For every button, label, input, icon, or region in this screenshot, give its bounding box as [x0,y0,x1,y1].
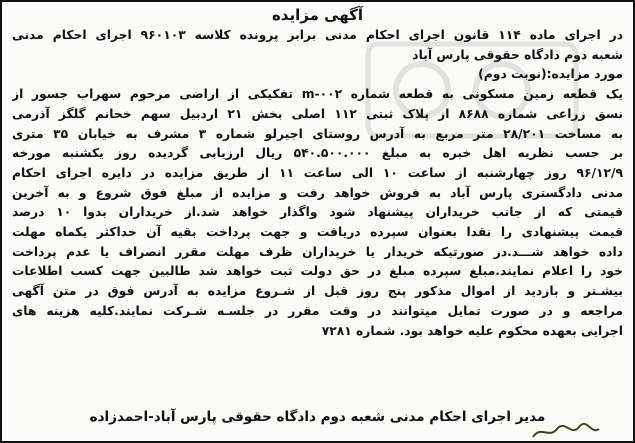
notice-line: ۹۶/۱۲/۹ روز چهارشنبه از ساعت ۱۰ الی ساعت ۱۱ از طریق مزایده در دایره اجرای احکام [12,165,623,180]
notice-line: در اجرای ماده ۱۱۴ قانون اجرای احکام مدنی برابر پرونده کلاسه ۹۶۰۱۰۳ اجرای احکام مدنی [12,28,623,42]
notice-line: به مساحت ۲۸/۲۰۱ متر مربع به آدرس روستای اجیرلو شماره ۳ مشرف به خیابان ۳۵ متری [12,126,623,141]
notice-line: مورد مزایده:(نوبت دوم) [478,67,623,82]
notice-line: مدنی دادگستری پارس آباد به فروش خواهد رفت و مزایده از مبلغ فوق شروع و به آخرین [12,185,623,200]
notice-signatory: مدیر اجرای احکام مدنی شعبه دوم دادگاه حقوقی پارس آباد-احمدزاده [89,409,546,425]
notice-line: مراجعه و در صورت تمایل میتوانند در وقت مقرر در جلسـه شـرکت نمایند.کلیه هزینه های [12,303,623,318]
notice-line: قیمتی که از جانب خریداران پیشنهاد شود واگذار خواهد شد.از خریداران بدوا ۱۰ درصد [12,205,623,220]
signature-mark [531,423,601,441]
notice-line: اجرایی بعهده محکوم علیه خواهد بود. شماره ۷۲۸۱ [321,323,623,338]
notice-line: شعبه دوم دادگاه حقوقی پارس آباد [412,47,623,62]
notice-line: بر حسب نظریه اهل خبره به مبلغ ۵۴۰.۵۰۰.۰۰۰ ریال ارزیابی گردیده روز یکشنبه مورخه [12,146,623,161]
notice-line: خود را اعلام نمایند.مبلغ سپرده مبلغ در حق دولت ثبت خواهد شد طالبین جهت کسب اطلاعات [12,264,623,279]
notice-body [2,26,633,341]
notice-title: آگهی مزایده [271,6,364,24]
notice-line: نسق زراعی شماره ۸۶۸۸ از پلاک ثبتی ۱۱۲ اصلی بخش ۲۱ اردبیل سهم خحانم گلگز آذرمی [12,106,623,121]
notice-line: قیمت پیشنهادی را نقدا بعنوان سپرده دریافت و جهت پرداخت بقیه آن حداکثر یکماه مهلت [12,225,623,240]
notice-line: یک قطعه زمین مسکونی به قطعه شماره m-۰۰۲ تفکیکی از اراضی مرحوم سهراب جسور از [12,87,623,102]
notice-line: داده خواهد شـــد.در صورتیکه خریدار یا خریداران ظرف مهلت مقرر انصراف یا عدم پرداخت [12,244,623,259]
notice-line: بیشـتر و بازدید از اموال مذکور پنج روز قبل از شـروع مزایده به آدرس فوق در متن آگهی [12,284,623,299]
